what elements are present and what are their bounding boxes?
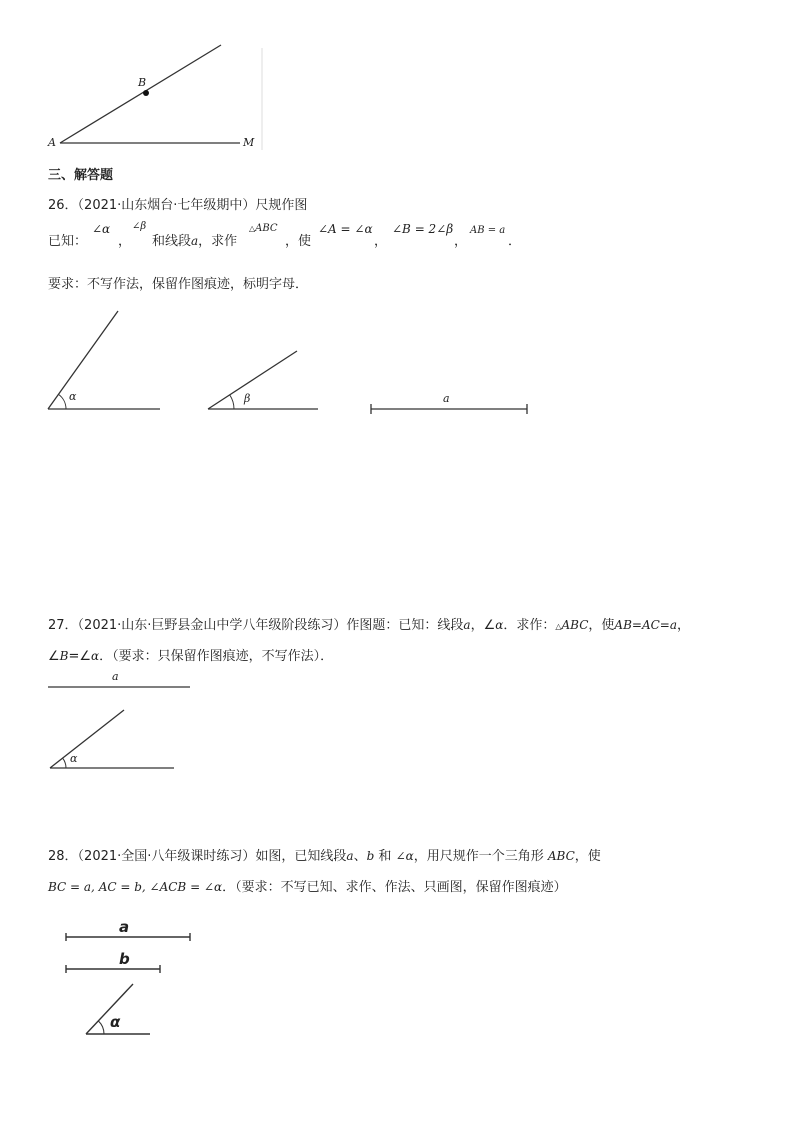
q26-cond1: ∠A = ∠α — [318, 222, 373, 236]
q26-and-text: 和线段 — [152, 234, 192, 249]
q27-text-e: ， — [677, 618, 691, 633]
q26-comma2: ， — [374, 234, 388, 249]
q27-text-b: ，∠ — [470, 618, 496, 633]
q28-requirement: ．（要求：不写已知、求作、作法、只画图，保留作图痕迹） — [222, 880, 567, 895]
q28-b: b — [366, 849, 375, 863]
q27-eq-angle: =∠ — [68, 649, 92, 664]
label-A: A — [48, 136, 56, 149]
q28-abc: ABC — [547, 849, 575, 863]
q26-requirement: 要求：不写作法，保留作图痕迹，标明字母． — [48, 277, 309, 292]
q26-given-prefix: 已知： — [48, 234, 88, 249]
q27-alpha2: α — [91, 649, 100, 663]
q28-text-b: ，用尺规作一个三角形 — [413, 849, 544, 864]
q26-number: 26． — [48, 198, 78, 213]
q26-such-that: ，使 — [285, 234, 312, 249]
q27-eq1: AB=AC=a — [614, 618, 678, 632]
q26-comma1: ， — [118, 234, 132, 249]
q26-cond2: ∠B = 2∠β — [392, 222, 454, 236]
label-M: M — [243, 136, 255, 149]
q28-sep: 、 — [353, 849, 367, 864]
q26-angle-alpha: ∠α — [92, 222, 111, 236]
q26-fig-alpha: α — [69, 390, 77, 403]
q27-requirement: ．（要求：只保留作图痕迹，不写作法）． — [99, 649, 334, 664]
q26-fig-a: a — [443, 392, 450, 405]
q27-tri: ABC — [561, 618, 589, 632]
label-B: B — [138, 76, 147, 89]
q28-a: a — [346, 849, 354, 863]
q27-fig-a: a — [112, 670, 119, 683]
q26-period: ． — [508, 234, 522, 249]
q26-angle-beta: ∠β — [132, 221, 147, 232]
q28-text-a: 28．（2021·全国·八年级课时练习）如图，已知线段 — [48, 849, 347, 864]
q26-fig-beta: β — [244, 392, 251, 405]
triangle-icon: △ — [555, 622, 562, 631]
q28-and: 和 — [378, 849, 392, 864]
q28-fig-a: a — [119, 918, 130, 936]
q27-angle-sign: ∠ — [48, 649, 60, 664]
q27-alpha1: α — [495, 618, 504, 632]
q26-construct: ，求作 — [198, 234, 238, 249]
q27-fig-alpha: α — [70, 752, 78, 765]
q27-a1: a — [463, 618, 471, 632]
q27-text-c: ．求作： — [503, 618, 556, 633]
q26-seg-a: a — [191, 234, 199, 248]
section-title: 三、解答题 — [48, 168, 114, 183]
q26-abc: ABC — [255, 223, 278, 234]
q28-cond: BC = a, AC = b, ∠ACB = ∠α — [48, 880, 223, 894]
q28-alpha-arc — [98, 1021, 104, 1034]
q28-text-c: ，使 — [574, 849, 601, 864]
triangle-icon: △ — [249, 224, 256, 233]
q26-cond3: AB = a — [470, 225, 506, 236]
q27-text-d: ，使 — [588, 618, 615, 633]
q28-fig-alpha: α — [110, 1013, 121, 1031]
q28-fig-b: b — [119, 950, 130, 968]
q27-text-a: 27．（2021·山东·巨野县金山中学八年级阶段练习）作图题：已知：线段 — [48, 618, 464, 633]
q26-comma3: ， — [454, 234, 468, 249]
q28-angle: ∠α — [395, 849, 414, 863]
q26-source: （2021·山东烟台·七年级期中）尺规作图 — [77, 198, 308, 213]
q27-B: B — [59, 649, 69, 663]
